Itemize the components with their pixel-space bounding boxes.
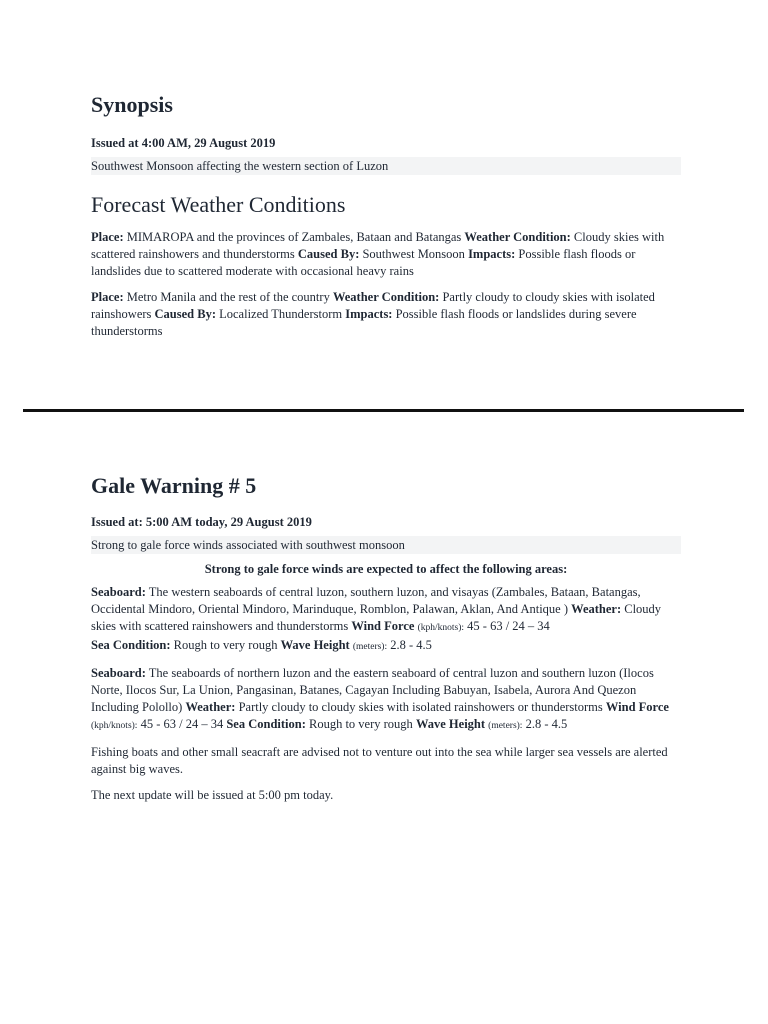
sea-condition-value: Rough to very rough: [309, 717, 413, 731]
seaboard-value: The western seaboards of central luzon, southern luzon, and visayas (Zambales, Bataan, Batangas, Occidental Mindoro, Oriental Mindoro, Marinduque, Romblon, Palawan, Aklan, And Antique ): [91, 585, 641, 616]
synopsis-title: Synopsis: [91, 92, 173, 117]
place-value: MIMAROPA and the provinces of Zambales, Bataan and Batangas: [126, 230, 462, 244]
wave-height-value: 2.8 - 4.5: [390, 638, 432, 652]
section-divider: [23, 409, 744, 412]
weather-condition-label: Weather Condition:: [332, 290, 440, 304]
weather-label: Weather:: [185, 700, 236, 714]
impacts-label: Impacts:: [345, 307, 393, 321]
forecast-title: Forecast Weather Conditions: [91, 192, 346, 217]
gale-warning-section: [91, 472, 681, 804]
place-label: Place:: [91, 290, 124, 304]
impacts-label: Impacts:: [468, 247, 516, 261]
gale-summary: Strong to gale force winds associated with southwest monsoon: [91, 536, 681, 554]
synopsis-issued: Issued at 4:00 AM, 29 August 2019: [91, 136, 276, 150]
caused-by-value: Localized Thunderstorm: [219, 307, 343, 321]
wave-height-value: 2.8 - 4.5: [525, 717, 568, 731]
sea-condition-label: Sea Condition:: [91, 638, 171, 652]
weather-label: Weather:: [571, 602, 622, 616]
place-value: Metro Manila and the rest of the country: [126, 290, 330, 304]
place-label: Place:: [91, 230, 124, 244]
caused-by-label: Caused By:: [297, 247, 360, 261]
caused-by-value: Southwest Monsoon: [362, 247, 465, 261]
weather-condition-value: Cloudy skies with scattered rainshowers and thunderstorms: [91, 230, 665, 261]
wind-force-label: Wind Force: [605, 700, 669, 714]
seaboard-item: [91, 584, 681, 656]
areas-heading: Strong to gale force winds are expected to affect the following areas:: [204, 562, 568, 576]
synopsis-section: [91, 91, 681, 340]
synopsis-summary: Southwest Monsoon affecting the western section of Luzon: [91, 157, 681, 175]
seaboard-value: The seaboards of northern luzon and the eastern seaboard of central luzon and southern luzon (Ilocos Norte, Ilocos Sur, La Union, Pangasinan, Batanes, Cagayan Including Babuyan, Isabela, Aurora And Quezon Including Polollo): [91, 666, 654, 714]
seaboard-item: [91, 665, 681, 735]
weather-condition-label: Weather Condition:: [464, 230, 571, 244]
weather-value: Cloudy skies with scattered rainshowers and thunderstorms: [91, 602, 662, 633]
wind-force-value: 45 - 63 / 24 – 34: [140, 717, 224, 731]
wave-height-unit: (meters):: [488, 721, 523, 731]
caused-by-label: Caused By:: [154, 307, 216, 321]
sea-condition-label: Sea Condition:: [226, 717, 306, 731]
weather-value: Partly cloudy to cloudy skies with isolated rainshowers or thunderstorms: [238, 700, 603, 714]
advisory-text: Fishing boats and other small seacraft are advised not to venture out into the sea while larger sea vessels are alerted against big waves.: [91, 745, 668, 776]
forecast-item: [91, 229, 681, 280]
wind-force-value: 45 - 63 / 24 – 34: [467, 619, 550, 633]
gale-title: Gale Warning # 5: [91, 473, 257, 498]
wave-height-label: Wave Height: [415, 717, 486, 731]
impacts-value: Possible flash floods or landslides due to scattered moderate with occasional heavy rains: [91, 247, 636, 278]
sea-condition-value: Rough to very rough: [173, 638, 278, 652]
forecast-item: [91, 289, 681, 340]
next-update-text: The next update will be issued at 5:00 pm today.: [91, 788, 334, 802]
impacts-value: Possible flash floods or landslides during severe thunderstorms: [91, 307, 637, 338]
weather-condition-value: Partly cloudy to cloudy skies with isolated rainshowers: [91, 290, 655, 321]
wave-height-unit: (meters):: [352, 642, 388, 652]
wind-force-label: Wind Force: [351, 619, 415, 633]
wave-height-label: Wave Height: [280, 638, 350, 652]
wind-force-unit: (kph/knots):: [91, 721, 138, 731]
seaboard-label: Seaboard:: [91, 666, 146, 680]
gale-issued: Issued at: 5:00 AM today, 29 August 2019: [91, 515, 312, 529]
wind-force-unit: (kph/knots):: [417, 623, 465, 633]
seaboard-label: Seaboard:: [91, 585, 146, 599]
